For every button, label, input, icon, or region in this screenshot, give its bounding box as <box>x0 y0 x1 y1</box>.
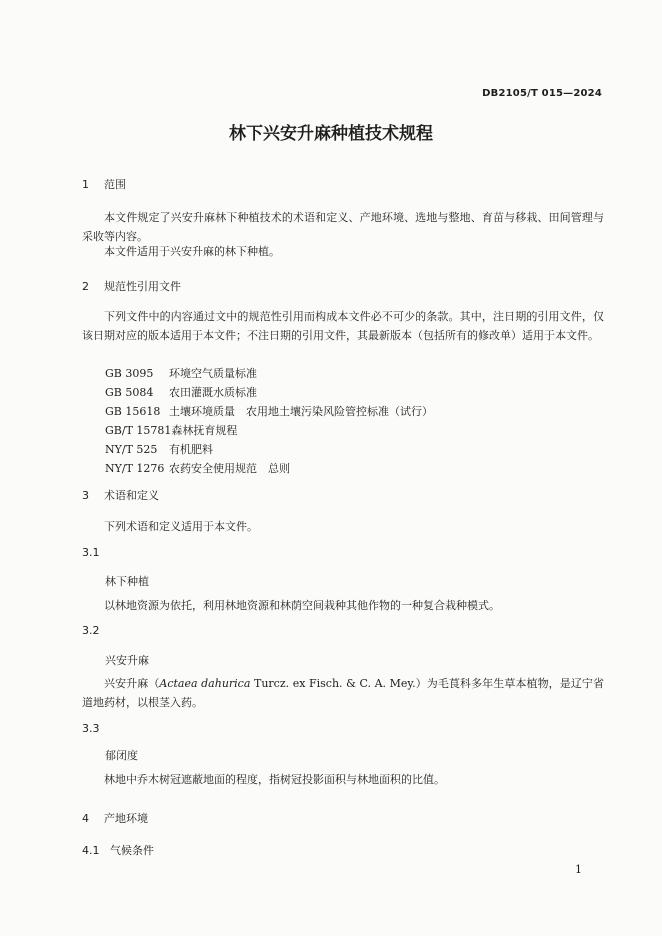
definition-text: Turcz. ex Fisch. & C. A. Mey.）为毛茛科多年生草本植物，是辽宁省道地药材，以根茎入药。 <box>82 677 604 709</box>
reference-item <box>105 422 237 438</box>
term-name: 林下种植 <box>105 575 149 588</box>
section-number: 2 <box>82 280 89 293</box>
section-number: 4.1 <box>82 844 100 857</box>
definition-text: 兴安升麻（ <box>104 677 160 690</box>
term-name: 郁闭度 <box>105 749 138 762</box>
reference-name: 土壤环境质量 农用地土壤污染风险管控标准（试行） <box>169 405 433 418</box>
reference-code: GB 5084 <box>105 386 154 399</box>
term-name: 兴安升麻 <box>105 654 149 667</box>
section-4-heading <box>82 810 148 826</box>
reference-name: 农田灌溉水质标准 <box>169 386 257 399</box>
section-title: 气候条件 <box>110 844 154 857</box>
reference-code: NY/T 525 <box>105 443 158 456</box>
latin-name: Actaea dahurica <box>159 677 251 690</box>
section-1-heading <box>82 176 126 192</box>
section-1-paragraph-1: 本文件规定了兴安升麻林下种植技术的术语和定义、产地环境、选地与整地、育苗与移栽、田间管理与采收等内容。 <box>82 211 604 243</box>
section-number: 3 <box>82 489 89 502</box>
reference-code: GB 15618 <box>105 405 161 418</box>
reference-item <box>105 384 257 400</box>
term-number: 3.1 <box>82 546 100 559</box>
reference-code: NY/T 1276 <box>105 462 165 475</box>
section-2-heading <box>82 278 181 294</box>
reference-item <box>105 460 290 476</box>
reference-code: GB/T 15781 <box>105 424 172 437</box>
section-1-paragraph-2: 本文件适用于兴安升麻的林下种植。 <box>104 245 280 258</box>
term-definition: 以林地资源为依托，利用林地资源和林荫空间栽种其他作物的一种复合栽种模式。 <box>104 599 500 612</box>
page-number: 1 <box>575 863 582 876</box>
reference-name: 环境空气质量标准 <box>169 367 257 380</box>
page-title: 林下兴安升麻种植技术规程 <box>229 124 433 144</box>
section-title: 产地环境 <box>104 812 148 825</box>
section-2-paragraph-1: 下列文件中的内容通过文中的规范性引用而构成本文件必不可少的条款。其中，注日期的引用文件，仅该日期对应的版本适用于本文件；不注日期的引用文件，其最新版本（包括所有的修改单）适用于本文件。 <box>82 310 604 342</box>
reference-name: 有机肥料 <box>169 443 213 456</box>
reference-item <box>105 403 433 419</box>
section-title: 术语和定义 <box>104 489 159 502</box>
term-definition <box>82 674 604 712</box>
term-number: 3.3 <box>82 722 100 735</box>
section-3-heading <box>82 487 159 503</box>
reference-item <box>105 365 257 381</box>
section-title: 范围 <box>104 178 126 191</box>
section-title: 规范性引用文件 <box>104 280 181 293</box>
reference-name: 森林抚育规程 <box>171 424 238 437</box>
section-number: 4 <box>82 812 89 825</box>
reference-item <box>105 441 213 457</box>
term-definition: 林地中乔木树冠遮蔽地面的程度，指树冠投影面积与林地面积的比值。 <box>104 773 445 786</box>
section-number: 1 <box>82 178 89 191</box>
document-number: DB2105/T 015—2024 <box>482 88 602 99</box>
section-3-paragraph-1: 下列术语和定义适用于本文件。 <box>104 520 258 533</box>
reference-name: 农药安全使用规范 总则 <box>169 462 290 475</box>
reference-code: GB 3095 <box>105 367 154 380</box>
term-number: 3.2 <box>82 624 100 637</box>
section-4-1-heading <box>82 842 154 858</box>
